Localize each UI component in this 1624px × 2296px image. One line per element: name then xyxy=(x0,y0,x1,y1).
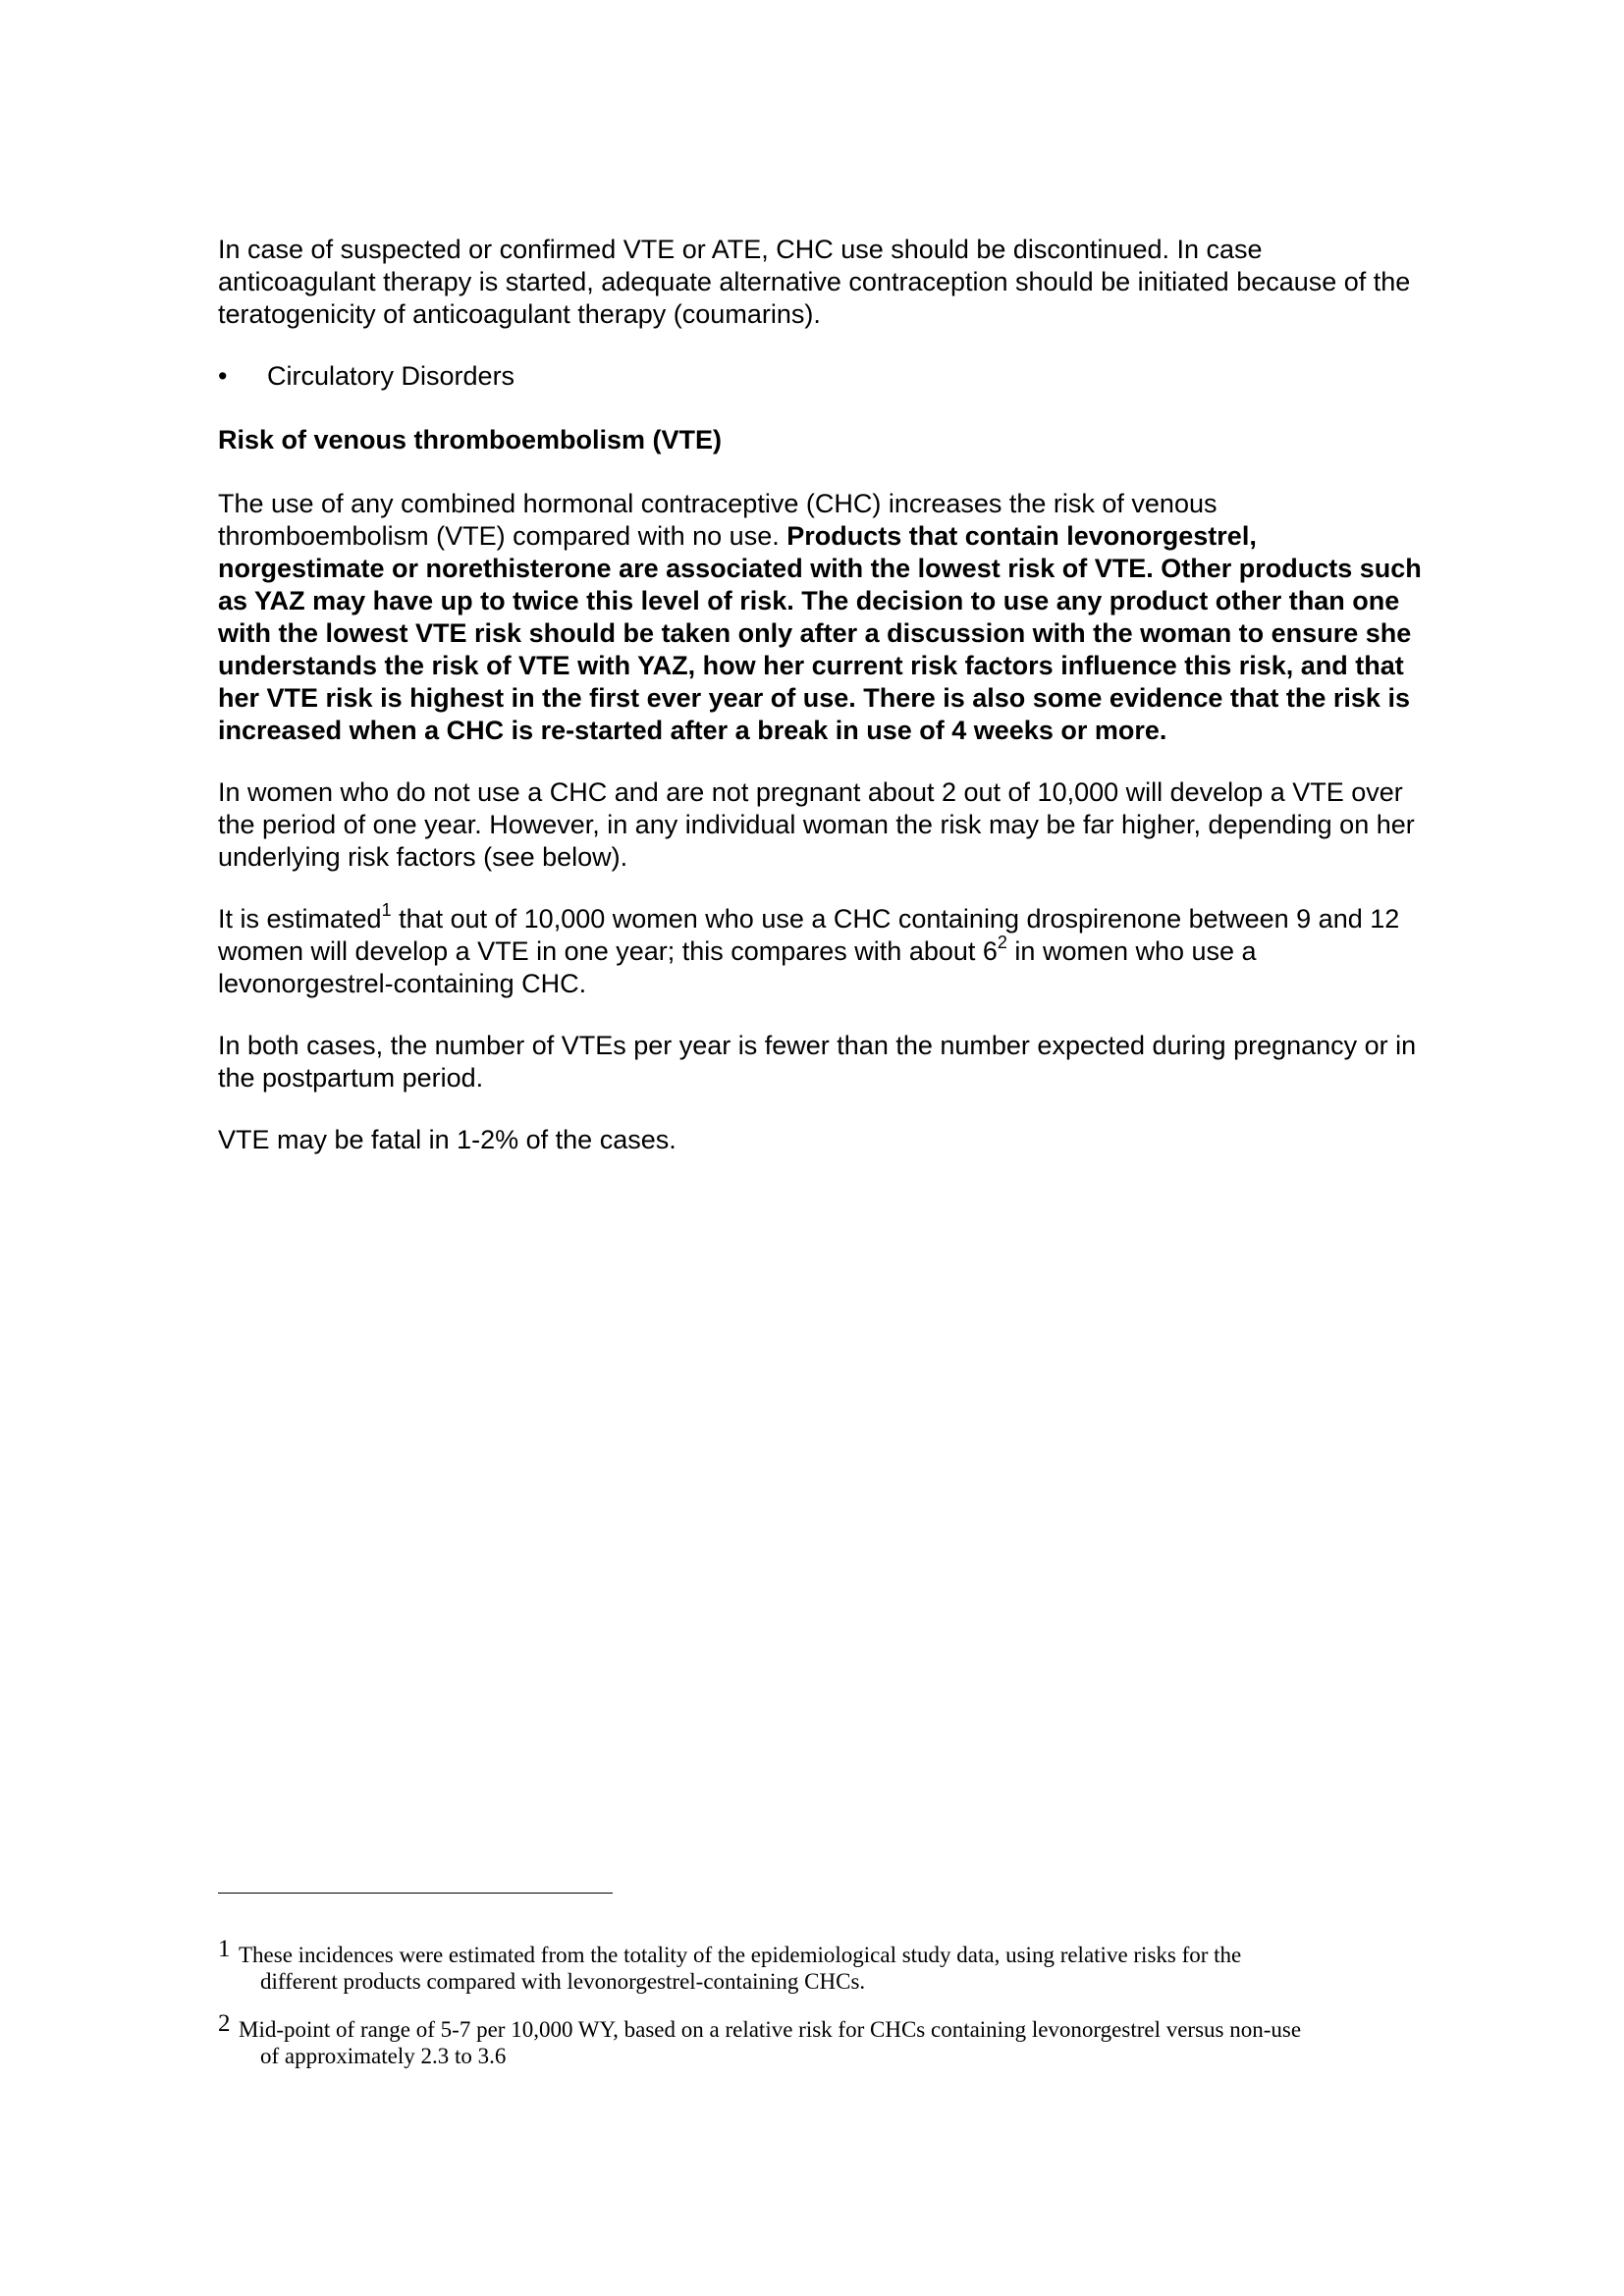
bullet-icon: • xyxy=(218,361,228,391)
footnote-1-mark: 1 xyxy=(218,1936,231,1962)
paragraph-drospirenone-estimate xyxy=(218,900,1426,1000)
document-body xyxy=(218,234,1426,1186)
paragraph-baseline-risk: In women who do not use a CHC and are not pregnant about 2 out of 10,000 will develop a VTE over the period of one year. However, in any individual woman the risk may be far higher, depending on her underlying risk factors (see below). xyxy=(218,777,1415,872)
footnote-2 xyxy=(218,2010,1426,2069)
footnote-1-line1: These incidences were estimated from the totality of the epidemiological study data, using relative risks for the xyxy=(239,1943,1242,1967)
footnote-ref-2: 2 xyxy=(997,933,1007,952)
footnote-separator xyxy=(218,1893,613,1894)
paragraph-discontinuation: In case of suspected or confirmed VTE or ATE, CHC use should be discontinued. In case anticoagulant therapy is started, adequate alternative contraception should be initiated because of the teratogenicity of anticoagulant therapy (coumarins). xyxy=(218,235,1411,329)
footnotes xyxy=(218,1936,1426,2091)
estimate-text-end: in women who use a levonorgestrel-containing CHC. xyxy=(218,936,1257,998)
footnote-1-line2: different products compared with levonorgestrel-containing CHCs. xyxy=(260,1969,866,1994)
footnote-2-mark: 2 xyxy=(218,2010,231,2037)
footnote-2-line2: of approximately 2.3 to 3.6 xyxy=(260,2044,507,2068)
section-heading-vte: Risk of venous thromboembolism (VTE) xyxy=(218,425,723,454)
estimate-text-start: It is estimated xyxy=(218,904,382,934)
paragraph-pregnancy-comparison: In both cases, the number of VTEs per year is fewer than the number expected during pregnancy or in the postpartum period. xyxy=(218,1031,1417,1093)
footnote-2-line1: Mid-point of range of 5-7 per 10,000 WY, based on a relative risk for CHCs containing levonorgestrel versus non-use xyxy=(239,2017,1302,2042)
footnote-ref-1: 1 xyxy=(381,900,392,920)
paragraph-chc-risk-regular: The use of any combined hormonal contraceptive (CHC) increases the risk of venous thromboembolism (VTE) compared with no use. xyxy=(218,489,1218,551)
paragraph-chc-risk xyxy=(218,488,1426,747)
bullet-label: Circulatory Disorders xyxy=(267,361,515,391)
estimate-text-middle: that out of 10,000 women who use a CHC containing drospirenone between 9 and 12 women will develop a VTE in one year; this compares with about 6 xyxy=(218,904,1400,966)
bullet-item-circulatory-disorders xyxy=(218,360,1426,393)
paragraph-fatality: VTE may be fatal in 1-2% of the cases. xyxy=(218,1125,677,1154)
footnote-1 xyxy=(218,1936,1426,1995)
paragraph-chc-risk-bold: Products that contain levonorgestrel, norgestimate or norethisterone are associated with the lowest risk of VTE. Other products such as YAZ may have up to twice this level of risk. The decision to use any product other than one with the lowest VTE risk should be taken only after a discussion with the woman to ensure she understands the risk of VTE with YAZ, how her current risk factors influence this risk, and that her VTE risk is highest in the first ever year of use. There is also some evidence that the risk is increased when a CHC is re-started after a break in use of 4 weeks or more. xyxy=(218,521,1422,745)
